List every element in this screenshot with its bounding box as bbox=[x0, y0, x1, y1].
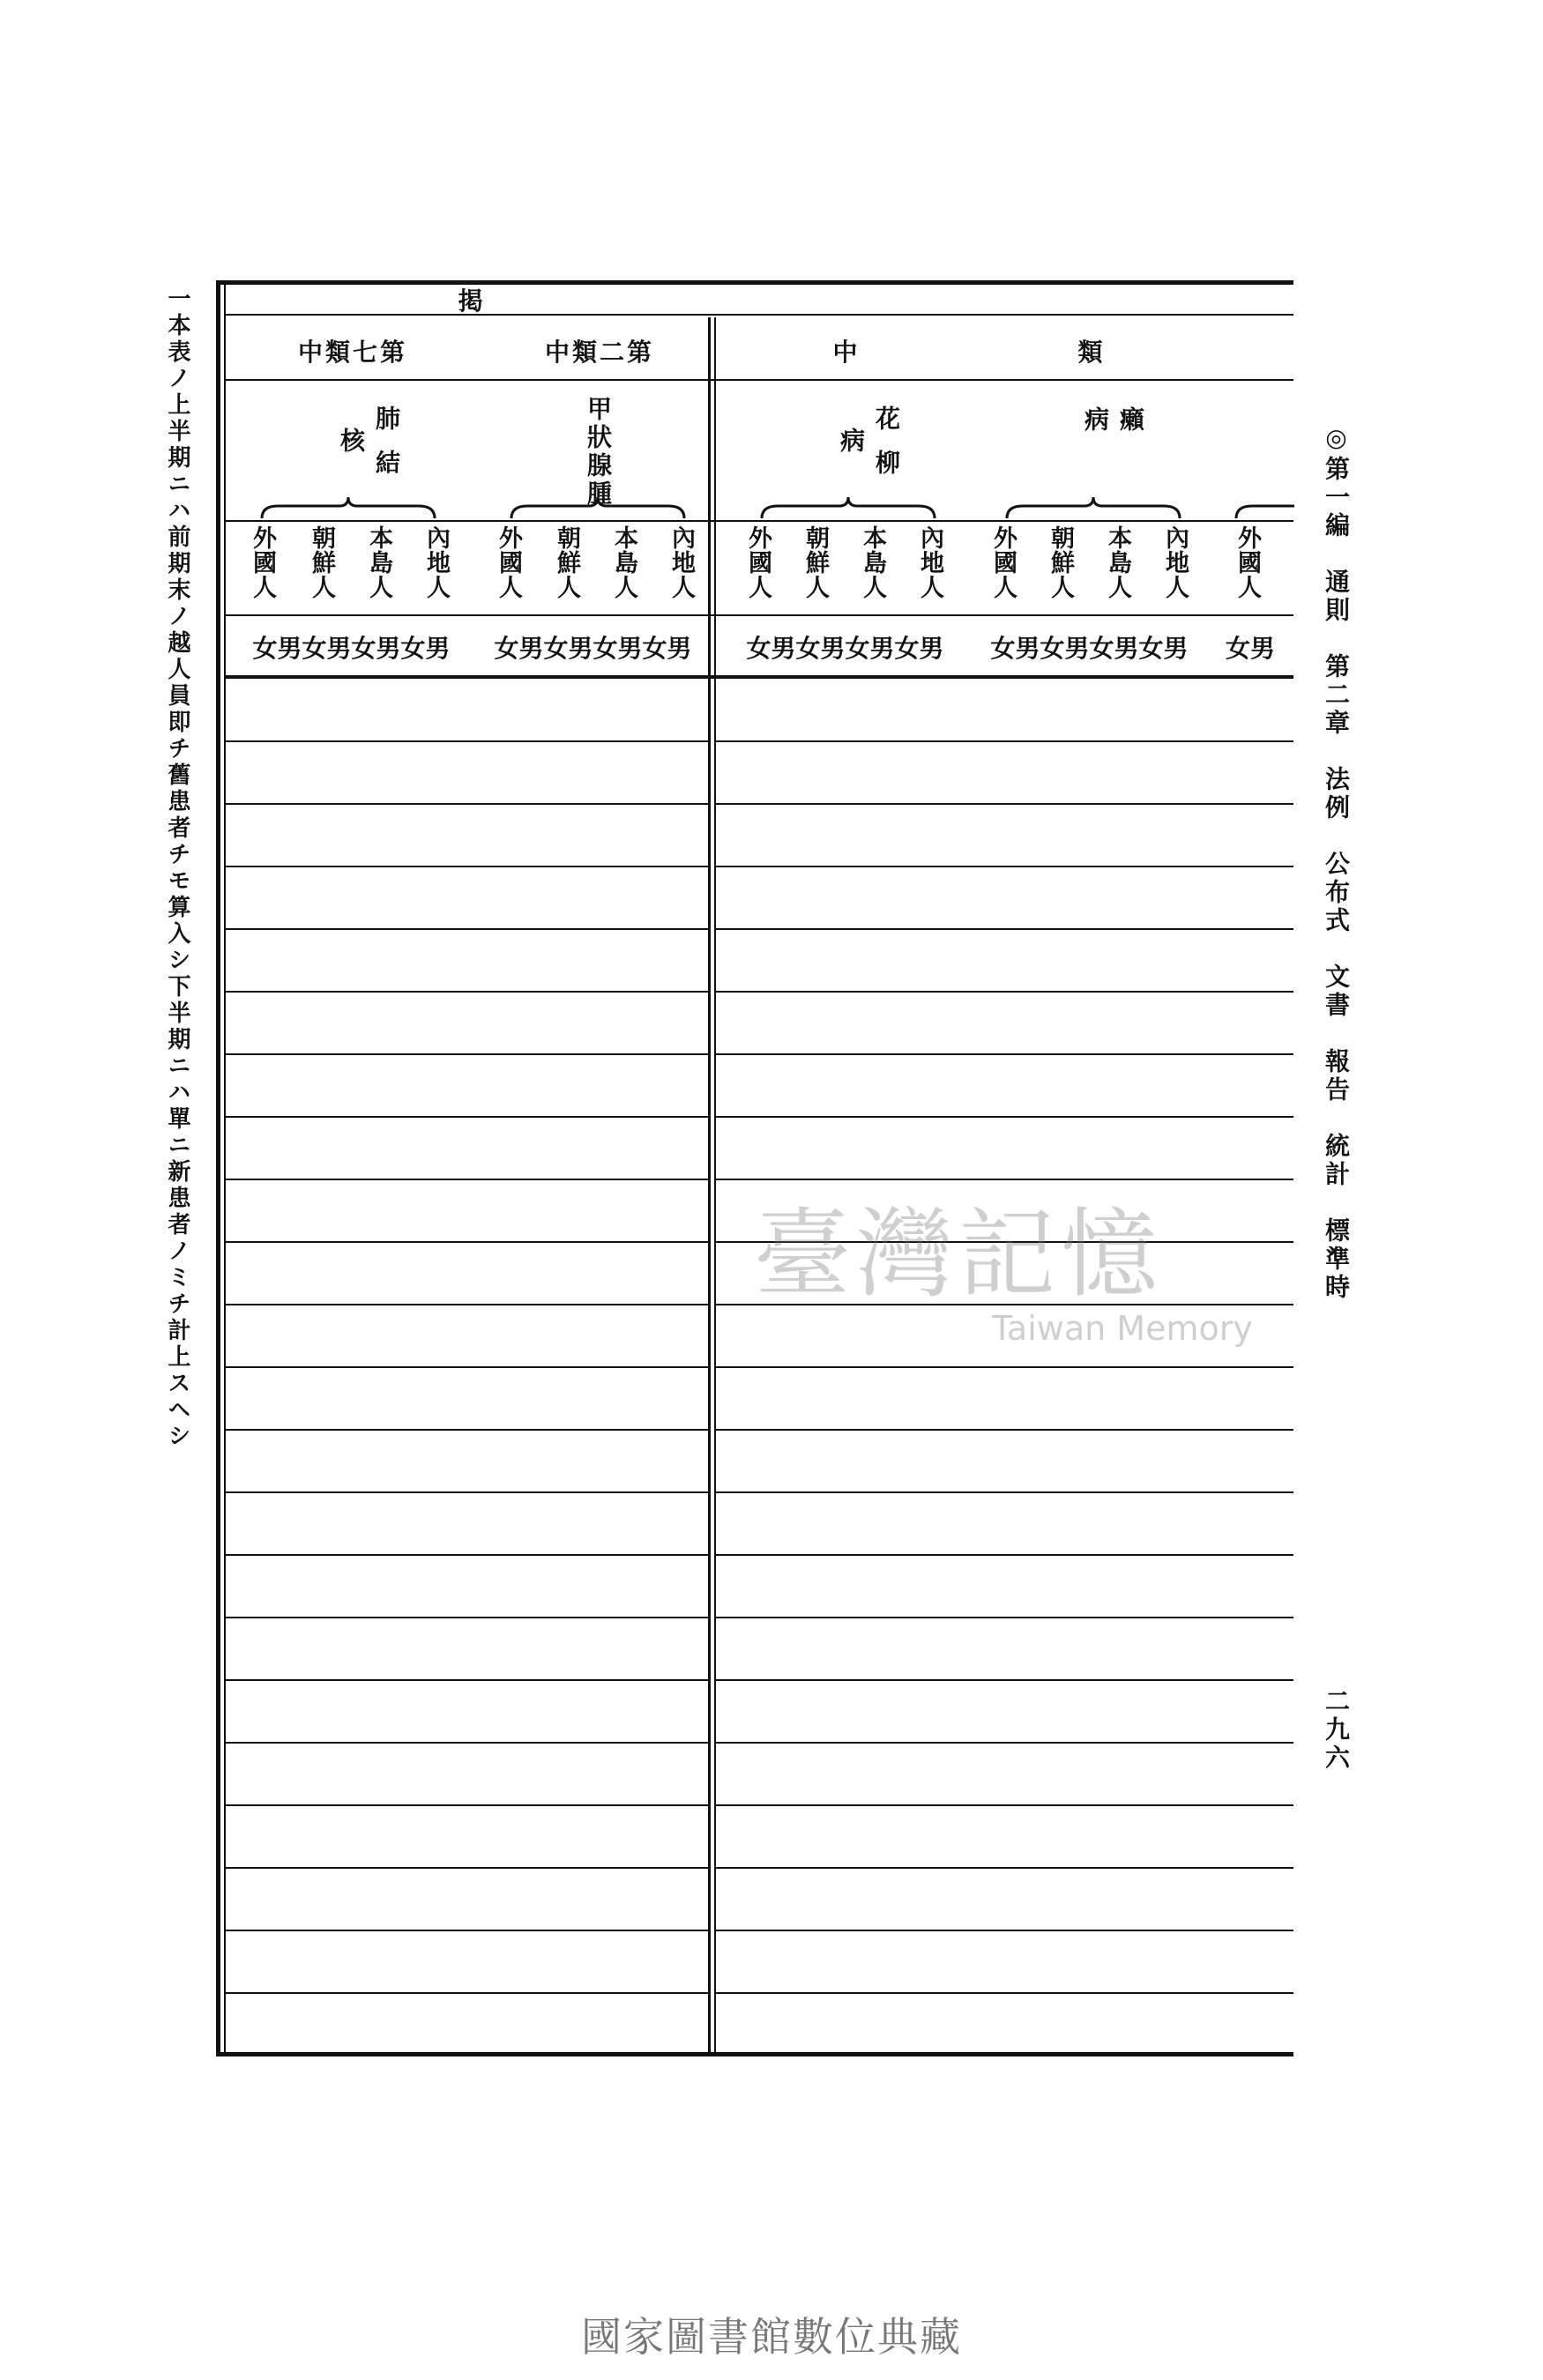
nation-korean-3: 朝鮮人 bbox=[801, 525, 829, 599]
watermark-english: Taiwan Memory bbox=[992, 1309, 1253, 1348]
body-row-rule bbox=[716, 1491, 1293, 1493]
brace-leprosy bbox=[1005, 495, 1181, 522]
section-head-middle: 中 bbox=[832, 338, 861, 367]
body-row-rule bbox=[716, 1804, 1293, 1806]
section-head-class: 類 bbox=[1077, 338, 1106, 367]
nation-foreign-4: 外國人 bbox=[989, 525, 1017, 599]
body-row-rule bbox=[226, 1930, 708, 1931]
section-head-7: 中類七第 bbox=[297, 338, 407, 367]
body-row-rule bbox=[226, 1867, 708, 1869]
nation-korean-2: 朝鮮人 bbox=[553, 525, 580, 599]
sex-row-partial: 女男 bbox=[1225, 634, 1275, 663]
nation-island-2: 本島人 bbox=[610, 525, 637, 599]
body-row-rule bbox=[716, 928, 1293, 930]
body-row-rule bbox=[716, 1053, 1293, 1055]
body-row-rule bbox=[716, 1679, 1293, 1681]
section-head-2: 中類二第 bbox=[544, 338, 654, 367]
sex-row-right-b: 女男女男女男女男 bbox=[990, 634, 1189, 663]
body-row-rule bbox=[226, 1116, 708, 1118]
brace-venereal bbox=[760, 495, 936, 522]
table-footnote: 一本表ノ上半期ニハ前期末ノ越人員即チ舊患者チモ算入シ下半期ニハ單ニ新患者ノミチ計上スヘシ bbox=[164, 286, 190, 1450]
body-row-rule bbox=[716, 1554, 1293, 1556]
nation-korean-4: 朝鮮人 bbox=[1047, 525, 1074, 599]
nation-foreign-1: 外國人 bbox=[249, 525, 276, 599]
body-row-rule bbox=[716, 991, 1293, 993]
body-row-rule bbox=[226, 866, 708, 867]
nation-mainland-3: 內地人 bbox=[916, 525, 943, 599]
body-row-rule bbox=[226, 1992, 708, 1994]
body-row-rule bbox=[716, 803, 1293, 805]
nation-island-3: 本島人 bbox=[859, 525, 886, 599]
brace-goiter bbox=[510, 495, 686, 522]
body-row-rule bbox=[716, 1867, 1293, 1869]
sex-row-left-a: 女男女男女男女男 bbox=[252, 634, 451, 663]
sex-row-right-a: 女男女男女男女男 bbox=[746, 634, 944, 663]
body-row-rule bbox=[226, 1804, 708, 1806]
body-row-rule bbox=[226, 991, 708, 993]
body-row-rule bbox=[226, 928, 708, 930]
table-bottom-border bbox=[216, 2052, 1293, 2056]
body-row-rule bbox=[716, 1366, 1293, 1368]
table-top-label: 掲 bbox=[458, 286, 486, 316]
table-top-border bbox=[216, 280, 1293, 285]
header-rule-3 bbox=[224, 614, 1293, 616]
body-row-rule bbox=[226, 1053, 708, 1055]
nation-island-4: 本島人 bbox=[1104, 525, 1131, 599]
body-row-rule bbox=[226, 1679, 708, 1681]
body-row-rule bbox=[226, 1366, 708, 1368]
nation-foreign-partial: 外國人 bbox=[1234, 525, 1261, 599]
body-row-rule bbox=[716, 1617, 1293, 1618]
body-row-rule bbox=[226, 1179, 708, 1180]
body-row-rule bbox=[226, 1742, 708, 1744]
nation-foreign-3: 外國人 bbox=[744, 525, 772, 599]
body-row-rule bbox=[716, 740, 1293, 742]
nation-mainland-4: 內地人 bbox=[1161, 525, 1189, 599]
body-row-rule bbox=[716, 1930, 1293, 1931]
watermark-chinese: 臺灣記憶 bbox=[754, 1198, 1163, 1311]
table-left-border bbox=[216, 280, 220, 2056]
table-top-border-inner bbox=[224, 314, 1293, 316]
body-row-rule bbox=[226, 1491, 708, 1493]
nation-foreign-2: 外國人 bbox=[495, 525, 522, 599]
body-row-rule bbox=[226, 803, 708, 805]
table-center-divider bbox=[708, 317, 711, 2052]
nation-korean-1: 朝鮮人 bbox=[308, 525, 335, 599]
body-row-rule bbox=[226, 740, 708, 742]
running-title: ◎第一編 通則 第二章 法例 公布式 文書 報告 統計 標準時 bbox=[1322, 423, 1351, 1302]
table-left-border-inner bbox=[224, 280, 226, 2056]
disease-venereal: 花柳病 bbox=[837, 405, 901, 494]
body-row-rule bbox=[226, 1304, 708, 1305]
sex-row-left-b: 女男女男女男女男 bbox=[494, 634, 692, 663]
body-row-rule bbox=[716, 866, 1293, 867]
body-row-rule bbox=[226, 1241, 708, 1243]
disease-leprosy: 癩病 bbox=[1081, 406, 1145, 493]
body-row-rule bbox=[226, 1617, 708, 1618]
header-rule-4 bbox=[224, 675, 1293, 679]
body-row-rule bbox=[716, 1742, 1293, 1744]
page-number: 二九六 bbox=[1322, 1688, 1351, 1773]
body-row-rule bbox=[716, 1429, 1293, 1431]
body-row-rule bbox=[226, 1429, 708, 1431]
header-rule-1 bbox=[224, 379, 1293, 381]
body-row-rule bbox=[716, 1116, 1293, 1118]
brace-partial bbox=[1234, 495, 1296, 522]
body-row-rule bbox=[226, 1554, 708, 1556]
footer-credit: 國家圖書館數位典藏 bbox=[581, 2313, 962, 2361]
table-center-divider-2 bbox=[714, 317, 716, 2052]
disease-goiter: 甲狀腺腫 bbox=[584, 395, 613, 509]
watermark bbox=[754, 1177, 1283, 1353]
nation-mainland-1: 內地人 bbox=[422, 525, 450, 599]
body-row-rule bbox=[716, 1992, 1293, 1994]
nation-island-1: 本島人 bbox=[365, 525, 392, 599]
disease-tuberculosis: 肺結核 bbox=[337, 405, 401, 494]
brace-tuberculosis bbox=[260, 495, 436, 522]
nation-mainland-2: 內地人 bbox=[667, 525, 695, 599]
